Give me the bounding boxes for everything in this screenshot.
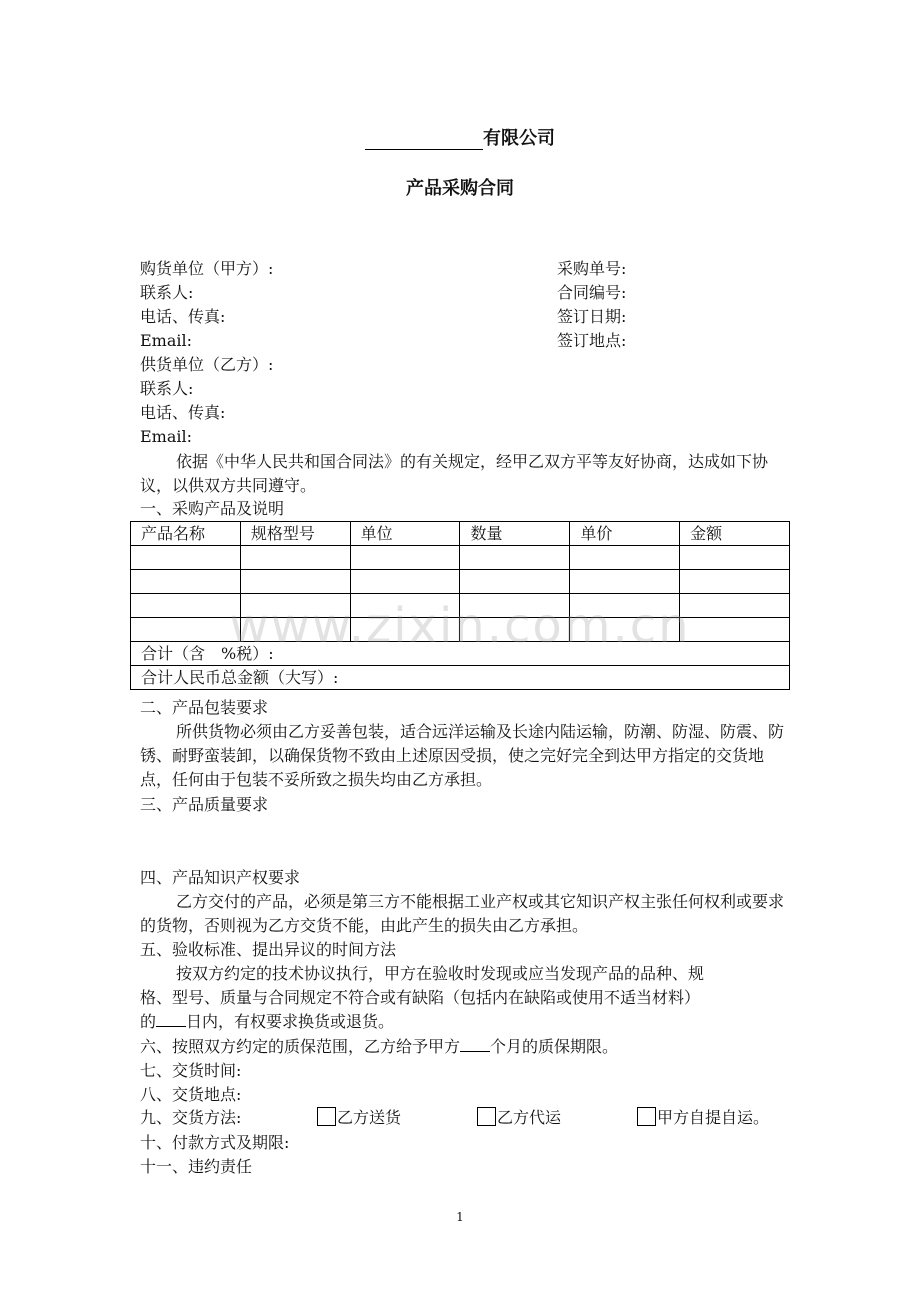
section5-body-line2: 格、型号、质量与合同规定不符合或有缺陷（包括内在缺陷或使用不适当材料） — [140, 988, 701, 1007]
total-rmb-row — [131, 666, 790, 690]
buyer-label: 购货单位（甲方）: — [140, 259, 274, 278]
sign-place-label: 签订地点: — [557, 331, 627, 350]
section7-line: 七、交货时间: — [140, 1061, 242, 1080]
section1-heading: 一、采购产品及说明 — [140, 499, 285, 518]
table-row — [131, 546, 790, 570]
section5-body-line1: 按双方约定的技术协议执行，甲方在验收时发现或应当发现产品的品种、规 — [176, 964, 705, 983]
supplier-phone-label: 电话、传真: — [140, 403, 226, 422]
buyer-email-label: Email: — [140, 331, 193, 350]
days-blank[interactable] — [156, 1010, 186, 1027]
table-cell[interactable] — [131, 546, 241, 570]
section6-pre: 六、按照双方约定的质保范围，乙方给予甲方 — [140, 1037, 461, 1056]
table-cell[interactable] — [460, 570, 570, 594]
buyer-contact-label: 联系人: — [140, 283, 194, 302]
table-header-cell: 金额 — [680, 522, 790, 546]
section5-heading: 五、验收标准、提出异议的时间方法 — [140, 940, 397, 959]
section3-heading: 三、产品质量要求 — [140, 795, 269, 814]
section5-line3-post: 日内，有权要求换货或退货。 — [186, 1012, 395, 1031]
delivery-option-label: 乙方送货 — [337, 1108, 402, 1127]
company-name-blank — [365, 129, 483, 150]
table-cell[interactable] — [680, 570, 790, 594]
table-cell[interactable] — [570, 570, 680, 594]
watermark: www.zixin.com.cn — [229, 598, 691, 654]
table-cell[interactable] — [240, 546, 350, 570]
section8-line: 八、交货地点: — [140, 1085, 242, 1104]
supplier-label: 供货单位（乙方）: — [140, 355, 274, 374]
checkbox-icon[interactable] — [477, 1107, 496, 1126]
table-header-cell: 规格型号 — [240, 522, 350, 546]
table-header-cell: 数量 — [460, 522, 570, 546]
table-header-row — [131, 522, 790, 546]
delivery-option-supplier-ships[interactable] — [477, 1106, 561, 1130]
sign-date-label: 签订日期: — [557, 307, 627, 326]
total-rmb-label: 合计人民币总金额（大写）: — [131, 666, 790, 690]
contract-no-label: 合同编号: — [557, 283, 627, 302]
section5-body-line3 — [140, 1010, 394, 1034]
section2-heading: 二、产品包装要求 — [140, 698, 269, 717]
section4-body: 乙方交付的产品，必须是第三方不能根据工业产权或其它知识产权主张任何权利或要求的货物，否则视为乙方交货不能，由此产生的损失由乙方承担。 — [140, 892, 785, 935]
contract-title: 产品采购合同 — [406, 178, 514, 199]
supplier-contact-label: 联系人: — [140, 379, 194, 398]
table-header-cell: 产品名称 — [131, 522, 241, 546]
table-cell[interactable] — [350, 570, 460, 594]
table-cell[interactable] — [350, 546, 460, 570]
intro-paragraph: 依据《中华人民共和国合同法》的有关规定，经甲乙双方平等友好协商，达成如下协议，以供双方共同遵守。 — [140, 452, 769, 495]
buyer-phone-label: 电话、传真: — [140, 307, 226, 326]
table-cell[interactable] — [570, 546, 680, 570]
section6-post: 个月的质保期限。 — [490, 1037, 619, 1056]
section11-line: 十一、违约责任 — [140, 1157, 253, 1176]
table-cell[interactable] — [460, 546, 570, 570]
order-no-label: 采购单号: — [557, 259, 627, 278]
supplier-email-label: Email: — [140, 427, 193, 446]
section6-line — [140, 1035, 618, 1059]
table-cell[interactable] — [240, 570, 350, 594]
company-name-line — [0, 124, 920, 150]
table-header-cell: 单位 — [350, 522, 460, 546]
company-suffix: 有限公司 — [483, 128, 555, 149]
checkbox-icon[interactable] — [637, 1107, 656, 1126]
months-blank[interactable] — [460, 1035, 490, 1052]
checkbox-icon[interactable] — [317, 1107, 336, 1126]
table-header-cell: 单价 — [570, 522, 680, 546]
subtotal-label: 合计（含 %税）: — [131, 642, 790, 666]
table-row — [131, 570, 790, 594]
section4-heading: 四、产品知识产权要求 — [140, 868, 301, 887]
delivery-option-supplier-delivers[interactable] — [317, 1106, 401, 1130]
delivery-option-label: 甲方自提自运。 — [657, 1108, 770, 1127]
section2-body: 所供货物必须由乙方妥善包装，适合远洋运输及长途内陆运输，防潮、防湿、防震、防锈、耐野蛮装卸，以确保货物不致由上述原因受损，使之完好完全到达甲方指定的交货地点，任何由于包装不妥所致之损失均由乙方承担。 — [140, 722, 785, 789]
table-cell[interactable] — [680, 546, 790, 570]
table-cell[interactable] — [131, 570, 241, 594]
delivery-option-buyer-pickup[interactable] — [637, 1106, 769, 1130]
delivery-option-label: 乙方代运 — [497, 1108, 562, 1127]
page-number: 1 — [456, 1210, 464, 1224]
section9-label: 九、交货方法: — [140, 1108, 242, 1127]
section5-line3-pre: 的 — [140, 1012, 157, 1031]
section10-line: 十、付款方式及期限: — [140, 1133, 290, 1152]
